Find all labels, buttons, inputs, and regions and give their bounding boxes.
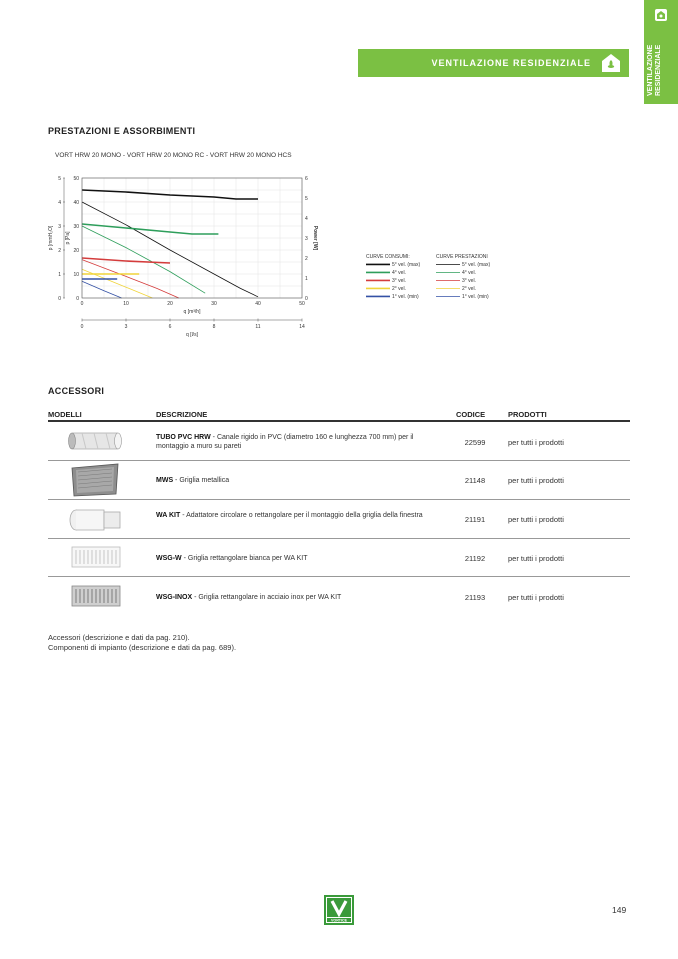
row-divider (48, 576, 630, 577)
x-tick-label: 30 (211, 301, 217, 307)
footnote-accessories: Accessori (descrizione e dati da pag. 210). (48, 633, 190, 642)
metal-grille-icon (64, 462, 126, 498)
row-products: per tutti i prodotti (508, 554, 564, 563)
row-products: per tutti i prodotti (508, 515, 564, 524)
logo-text: VORTICE (331, 918, 347, 923)
row-code: 21148 (464, 476, 486, 485)
y-right-tick-label: 6 (305, 175, 308, 182)
y-inner-tick-label: 0 (76, 295, 79, 302)
y-outer-axis-label: p [mmH₂O] (48, 225, 54, 251)
models-line: VORT HRW 20 MONO - VORT HRW 20 MONO RC - VORT HRW 20 MONO HCS (55, 152, 292, 159)
x2-tick-label: 6 (168, 324, 172, 330)
x-axis-label: q [m³/h] (183, 309, 201, 315)
y-inner-tick-label: 20 (73, 247, 79, 254)
legend-label-performance: 5° vel. (max) (462, 262, 491, 268)
y-outer-tick-label: 4 (58, 199, 61, 206)
legend-label-consumption: 3° vel. (392, 278, 406, 284)
y-right-axis-label: Power [W] (312, 225, 318, 251)
legend-label-performance: 2° vel. (462, 286, 476, 292)
row-model-name: WA KIT (156, 512, 181, 519)
x-tick-label: 0 (80, 301, 84, 307)
section-title-performance: PRESTAZIONI E ASSORBIMENTI (48, 126, 196, 136)
side-tab (644, 0, 678, 104)
y-right-tick-label: 4 (305, 215, 308, 222)
col-header-models: MODELLI (48, 410, 82, 419)
y-inner-tick-label: 10 (73, 271, 79, 278)
row-products: per tutti i prodotti (508, 438, 564, 447)
white-grille-icon (64, 543, 126, 571)
col-header-code: CODICE (456, 410, 486, 419)
y-outer-tick-label: 3 (58, 223, 61, 230)
col-header-description: DESCRIZIONE (156, 410, 208, 419)
section-title-accessories: ACCESSORI (48, 386, 105, 396)
legend-title-consumption: CURVE CONSUMI: (366, 254, 410, 260)
y-inner-tick-label: 30 (73, 223, 79, 230)
side-tab-line2: RESIDENZIALE (655, 44, 662, 96)
page-number: 149 (612, 905, 627, 915)
x2-tick-label: 11 (255, 324, 261, 330)
chart-legend (366, 254, 490, 300)
row-description (156, 554, 446, 563)
x2-axis-label: q [l/s] (186, 332, 198, 338)
header-divider (48, 420, 630, 422)
legend-label-performance: 3° vel. (462, 278, 476, 284)
x-tick-label: 50 (299, 301, 305, 307)
row-desc-text: - Griglia rettangolare in acciaio inox per WA KIT (192, 594, 342, 601)
row-products: per tutti i prodotti (508, 593, 564, 602)
row-model-name: WSG-W (156, 555, 182, 562)
legend-label-performance: 4° vel. (462, 270, 476, 276)
row-model-name: WSG-INOX (156, 594, 193, 601)
y-outer-tick-label: 1 (58, 271, 61, 278)
legend-label-consumption: 5° vel. (max) (392, 262, 421, 268)
power-curve (82, 224, 218, 234)
row-code: 21193 (464, 593, 486, 602)
banner-label: VENTILAZIONE RESIDENZIALE (431, 58, 591, 68)
row-divider (48, 460, 630, 461)
house-fan-icon (601, 53, 621, 73)
inox-grille-icon (64, 582, 126, 610)
row-code: 21191 (464, 515, 486, 524)
y-inner-tick-label: 40 (73, 199, 79, 206)
x2-tick-label: 14 (299, 324, 305, 330)
pipe-icon (64, 424, 126, 458)
row-products: per tutti i prodotti (508, 476, 564, 485)
col-header-products: PRODOTTI (508, 410, 547, 419)
y-right-tick-label: 1 (305, 275, 308, 282)
row-model-name: TUBO PVC HRW (156, 434, 211, 441)
x2-tick-label: 0 (80, 324, 84, 330)
performance-chart (40, 168, 520, 346)
y-outer-tick-label: 5 (58, 175, 61, 182)
y-right-tick-label: 2 (305, 255, 308, 262)
row-divider (48, 499, 630, 500)
row-model-name: MWS (156, 477, 174, 484)
x-tick-label: 40 (255, 301, 261, 307)
section-banner (358, 49, 629, 77)
performance-curve (82, 281, 122, 298)
footnote-components: Componenti di impianto (descrizione e dati da pag. 689). (48, 643, 237, 652)
row-code: 21192 (464, 554, 486, 563)
row-description (156, 511, 446, 520)
y-right-tick-label: 0 (305, 295, 308, 302)
legend-label-consumption: 2° vel. (392, 286, 406, 292)
row-description (156, 433, 446, 451)
y-inner-tick-label: 50 (73, 175, 79, 182)
legend-label-consumption: 1° vel. (min) (392, 294, 419, 300)
side-tab-line1: VENTILAZIONE (647, 44, 654, 96)
row-desc-text: - Canale rigido in PVC (diametro 160 e lunghezza 700 mm) per il montaggio a muro su pareti (156, 434, 414, 450)
vortice-logo (324, 895, 354, 925)
x-tick-label: 20 (167, 301, 173, 307)
row-desc-text: - Adattatore circolare o rettangolare per il montaggio della griglia della finestra (180, 512, 423, 519)
row-description (156, 476, 446, 485)
y-right-tick-label: 5 (305, 195, 308, 202)
y-right-tick-label: 3 (305, 235, 308, 242)
side-tab-text (647, 16, 663, 96)
legend-label-performance: 1° vel. (min) (462, 294, 489, 300)
row-code: 22599 (464, 438, 486, 447)
y-inner-axis-label: p [Pa] (65, 231, 71, 245)
legend-title-performance: CURVE PRESTAZIONI (436, 254, 488, 260)
legend-label-consumption: 4° vel. (392, 270, 406, 276)
x2-tick-label: 8 (212, 324, 216, 330)
row-description (156, 593, 446, 602)
y-outer-tick-label: 2 (58, 247, 61, 254)
x-tick-label: 10 (123, 301, 129, 307)
adapter-icon (64, 503, 126, 537)
y-outer-tick-label: 0 (58, 295, 61, 302)
row-divider (48, 538, 630, 539)
row-desc-text: - Griglia rettangolare bianca per WA KIT (181, 555, 308, 562)
row-desc-text: - Griglia metallica (173, 477, 230, 484)
x2-tick-label: 3 (124, 324, 128, 330)
